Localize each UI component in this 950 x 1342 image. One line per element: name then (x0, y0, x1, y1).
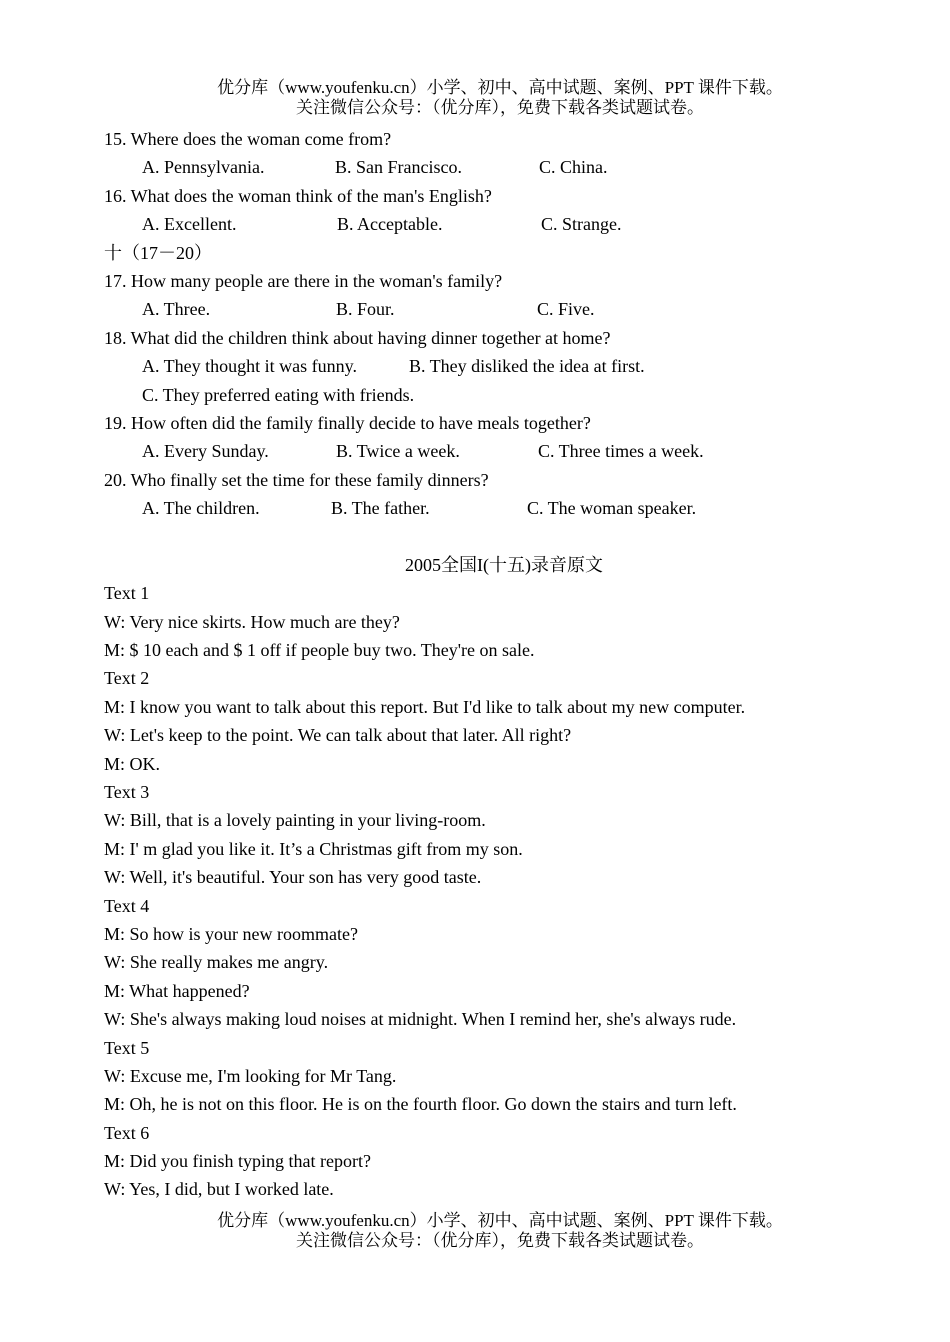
option-c: C. Three times a week. (538, 441, 704, 462)
option-c: C. China. (539, 157, 608, 178)
question-18: 18. What did the children think about having dinner together at home? (104, 327, 611, 348)
page-header (0, 78, 950, 118)
transcript-line: M: So how is your new roommate? (104, 923, 358, 944)
transcript-line: M: Did you finish typing that report? (104, 1151, 371, 1172)
option-b: B. Acceptable. (337, 214, 443, 235)
transcript-title-text: 2005全国I(十五)录音原文 (405, 554, 603, 575)
question-20-options (104, 494, 904, 522)
option-b: B. Four. (336, 299, 395, 320)
option-c: C. Five. (537, 299, 595, 320)
footer-line-1: 优分库（www.youfenku.cn）小学、初中、高中试题、案例、PPT 课件下载。 (217, 1211, 783, 1230)
question-18-option-c: C. They preferred eating with friends. (142, 384, 415, 405)
option-b: B. The father. (331, 498, 430, 519)
transcript-line: W: She's always making loud noises at midnight. When I remind her, she's always rude. (104, 1009, 737, 1030)
transcript-line: Text 4 (104, 895, 150, 916)
question-17: 17. How many people are there in the woman's family? (104, 270, 503, 291)
option-a: A. Every Sunday. (142, 441, 269, 462)
option-a: A. They thought it was funny. (142, 356, 357, 377)
question-18-options (104, 352, 904, 380)
question-15: 15. Where does the woman come from? (104, 129, 392, 149)
spacer (104, 522, 904, 550)
question-20: 20. Who finally set the time for these family dinners? (104, 469, 489, 490)
transcript-line: M: What happened? (104, 980, 250, 1001)
transcript-line: Text 2 (104, 668, 150, 689)
section-heading: 十（17－20） (104, 242, 212, 263)
transcript-line: M: Oh, he is not on this floor. He is on the fourth floor. Go down the stairs and turn left. (104, 1094, 737, 1115)
question-19: 19. How often did the family finally decide to have meals together? (104, 412, 591, 433)
transcript-line: W: Very nice skirts. How much are they? (104, 611, 400, 632)
option-b: B. San Francisco. (335, 157, 462, 178)
option-b: B. Twice a week. (336, 441, 460, 462)
question-17-options (104, 295, 904, 323)
option-a: A. Three. (142, 299, 211, 320)
question-19-options (104, 437, 904, 465)
transcript-line: W: Well, it's beautiful. Your son has very good taste. (104, 867, 482, 888)
transcript-lines (104, 579, 904, 1204)
question-16-options (104, 210, 904, 238)
transcript-line: M: I know you want to talk about this report. But I'd like to talk about my new computer. (104, 696, 746, 717)
transcript-line: W: Excuse me, I'm looking for Mr Tang. (104, 1065, 397, 1086)
transcript-line: Text 5 (104, 1037, 150, 1058)
option-a: A. The children. (142, 498, 260, 519)
transcript-line: Text 1 (104, 583, 150, 604)
option-c: C. The woman speaker. (527, 498, 697, 519)
question-16: 16. What does the woman think of the man's English? (104, 185, 492, 206)
transcript-line: M: I' m glad you like it. It’s a Christmas gift from my son. (104, 838, 523, 859)
transcript-line: Text 3 (104, 781, 150, 802)
option-a: A. Pennsylvania. (142, 157, 265, 178)
transcript-line: Text 6 (104, 1122, 150, 1143)
transcript-line: M: OK. (104, 753, 161, 774)
transcript-line: W: She really makes me angry. (104, 952, 329, 973)
header-line-2: 关注微信公众号：（优分库），免费下载各类试题试卷。 (296, 98, 704, 117)
transcript-title (104, 551, 904, 579)
question-15-options (104, 153, 904, 181)
transcript-line: M: $ 10 each and $ 1 off if people buy two. They're on sale. (104, 640, 535, 661)
option-a: A. Excellent. (142, 214, 237, 235)
transcript-line: W: Yes, I did, but I worked late. (104, 1179, 334, 1200)
option-b: B. They disliked the idea at first. (409, 356, 645, 377)
transcript-line: W: Let's keep to the point. We can talk about that later. All right? (104, 725, 572, 746)
document-body (104, 125, 904, 1204)
page-footer (0, 1211, 950, 1251)
footer-line-2: 关注微信公众号：（优分库），免费下载各类试题试卷。 (296, 1231, 704, 1250)
transcript-line: W: Bill, that is a lovely painting in your living-room. (104, 810, 486, 831)
option-c: C. Strange. (541, 214, 622, 235)
header-line-1: 优分库（www.youfenku.cn）小学、初中、高中试题、案例、PPT 课件下载。 (217, 78, 783, 97)
